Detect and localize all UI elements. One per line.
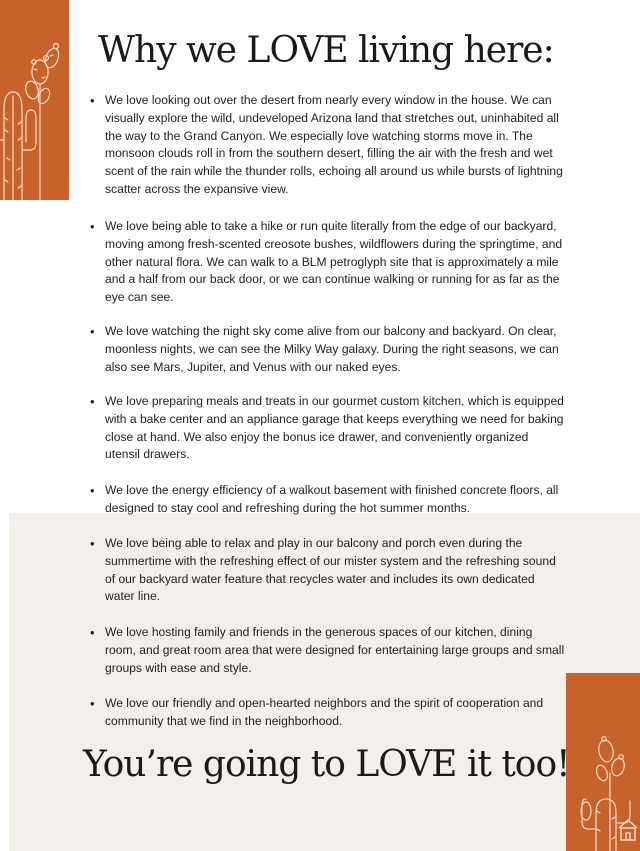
list-item: • We love watching the night sky come alive from our balcony and backyard. On clear, moonless nights, we can see the Milky Way galaxy. During the right seasons, we can also see Mars, Jupiter, and Venus with our naked eyes. — [90, 323, 566, 376]
house-logo-icon — [617, 817, 639, 843]
page-title: Why we LOVE living here: — [98, 30, 554, 71]
list-item: • We love our friendly and open-hearted neighbors and the spirit of cooperation and community that we find in the neighborhood. — [90, 695, 566, 731]
list-item: • We love looking out over the desert from nearly every window in the house. We can visually explore the wild, undeveloped Arizona land that stretches out, uninhabited all the way to the Grand Canyon. We especially love watching storms move in. The monsoon clouds roll in from the southern desert, filling the air with the fresh and wet scent of the rain while the thunder rolls, echoing all around us while bursts of lightning scatter across the expansive view. — [90, 92, 566, 199]
list-item: • We love the energy efficiency of a walkout basement with finished concrete floors, all designed to stay cool and refreshing during the hot summer months. — [90, 482, 566, 518]
top-accent-panel — [0, 0, 69, 200]
list-item: • We love hosting family and friends in the generous spaces of our kitchen, dining room, and great room area that were designed for entertaining large groups and small groups with ease and style. — [90, 624, 566, 677]
list-item: • We love preparing meals and treats in our gourmet custom kitchen, which is equipped with a bake center and an appliance garage that keeps everything we need for baking close at hand. We also enjoy the bonus ice drawer, and conveniently organized utensil drawers. — [90, 393, 566, 464]
list-item: • We love being able to take a hike or run quite literally from the edge of our backyard, moving among fresh-scented creosote bushes, wildflowers during the springtime, and other natural flora. We can walk to a BLM petroglyph site that is approximately a mile and a half from our back door, or we can continue walking or running for as far as the eye can see. — [90, 218, 566, 307]
cactus-icon — [0, 0, 69, 200]
list-item: • We love being able to relax and play in our balcony and porch even during the summertime with the refreshing effect of our mister system and the refreshing sound of our backyard water feature that recycles water and includes its own dedicated water line. — [90, 535, 566, 606]
closing-headline: You’re going to LOVE it too! — [83, 744, 570, 785]
